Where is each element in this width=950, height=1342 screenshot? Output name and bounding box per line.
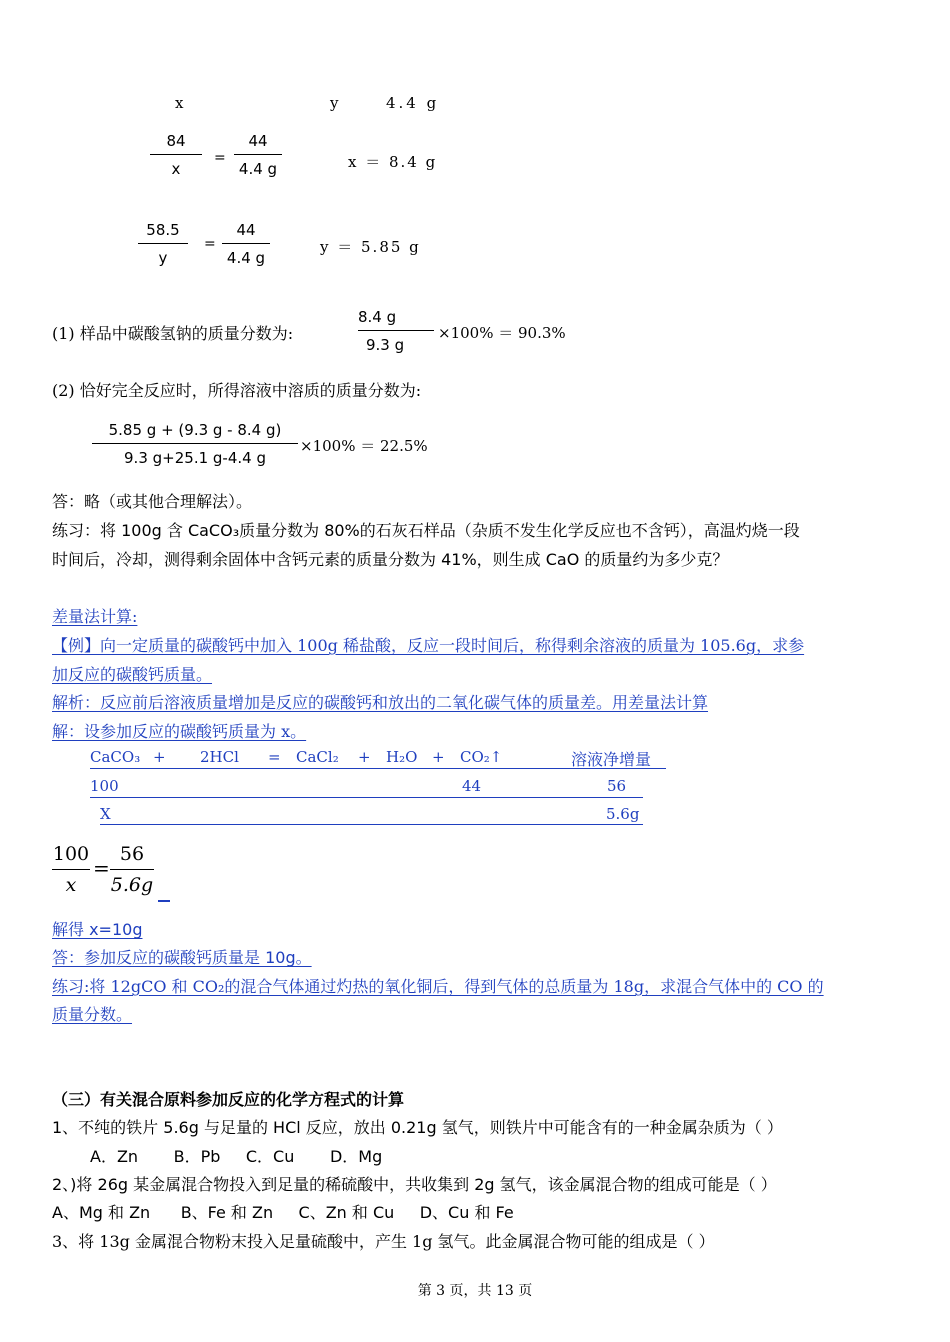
diff-example-line1: 【例】向一定质量的碳酸钙中加入 100g 稀盐酸，反应一段时间后，称得剩余溶液的质量为 105.6g，求参 bbox=[52, 636, 805, 655]
row1-caco3: 100 bbox=[90, 777, 119, 795]
diff-answer: 答：参加反应的碳酸钙质量是 10g。 bbox=[52, 948, 312, 967]
diff-result: 解得 x=10g bbox=[52, 920, 143, 939]
underline bbox=[100, 824, 643, 825]
fraction-bar bbox=[234, 154, 282, 155]
denominator: x bbox=[65, 874, 77, 896]
practice1-line2: 时间后，冷却，测得剩余固体中含钙元素的质量分数为 41%，则生成 CaO 的质量约为多少克？ bbox=[52, 550, 729, 569]
fraction-bar bbox=[150, 154, 202, 155]
eq-plus-1: + bbox=[153, 748, 166, 766]
underline bbox=[90, 768, 666, 769]
eq-caco3: CaCO₃ bbox=[90, 748, 141, 766]
fraction-100-over-x bbox=[52, 842, 90, 897]
part2-label: (2) 恰好完全反应时，所得溶液中溶质的质量分数为: bbox=[52, 381, 422, 400]
fraction-84-over-x bbox=[150, 130, 202, 180]
equals-sign: = bbox=[204, 236, 216, 252]
row1-net: 56 bbox=[607, 777, 627, 795]
part2-result: ×100% ＝ 22.5% bbox=[300, 437, 428, 455]
diff-solve: 解：设参加反应的碳酸钙质量为 x。 bbox=[52, 722, 307, 741]
question-3: 3、将 13g 金属混合物粉末投入足量硫酸中，产生 1g 氢气。此金属混合物可能的组成是（ ） bbox=[52, 1232, 715, 1251]
denominator: 4.4 g bbox=[226, 249, 266, 267]
equals-sign: = bbox=[214, 150, 226, 166]
fraction-bar bbox=[52, 869, 90, 870]
numerator: 44 bbox=[248, 132, 268, 150]
underline bbox=[90, 797, 643, 798]
part1-label: (1) 样品中碳酸氢钠的质量分数为: bbox=[52, 324, 294, 343]
part1-result: ×100% ＝ 90.3% bbox=[438, 324, 566, 342]
denominator: y bbox=[158, 249, 168, 267]
numerator: 44 bbox=[236, 221, 256, 239]
numerator: 5.85 g + (9.3 g - 8.4 g) bbox=[108, 421, 282, 439]
fraction-bar bbox=[222, 243, 270, 244]
diff-practice-line1: 练习:将 12gCO 和 CO₂的混合气体通过灼热的氧化铜后，得到气体的总质量为 18g，求混合气体中的 CO 的 bbox=[52, 977, 824, 996]
var-y: y bbox=[330, 94, 339, 112]
row2-x: X bbox=[100, 805, 111, 823]
var-mass: 4.4 g bbox=[386, 94, 440, 112]
numerator: 56 bbox=[119, 843, 145, 865]
question-2-options: A、Mg 和 Zn B、Fe 和 Zn C、Zn 和 Cu D、Cu 和 Fe bbox=[52, 1203, 514, 1222]
fraction-part1 bbox=[358, 306, 434, 356]
fraction-part2 bbox=[92, 419, 298, 469]
numerator: 100 bbox=[52, 843, 90, 865]
underline bbox=[158, 900, 170, 902]
eq-co2: CO₂↑ bbox=[460, 748, 503, 766]
row2-net: 5.6g bbox=[606, 805, 640, 823]
diff-analysis: 解析：反应前后溶液质量增加是反应的碳酸钙和放出的二氧化碳气体的质量差。用差量法计算 bbox=[52, 693, 709, 712]
section3-heading: （三）有关混合原料参加反应的化学方程式的计算 bbox=[52, 1090, 405, 1109]
denominator: x bbox=[171, 160, 181, 178]
fraction-44-over-4.4g bbox=[234, 130, 282, 180]
numerator: 58.5 bbox=[146, 221, 180, 239]
denominator: 9.3 g+25.1 g-4.4 g bbox=[124, 449, 266, 467]
fraction-bar bbox=[138, 243, 188, 244]
fraction-bar bbox=[110, 869, 154, 870]
diff-practice-line2: 质量分数。 bbox=[52, 1005, 133, 1024]
eq-hcl: 2HCl bbox=[200, 748, 239, 766]
page-footer: 第 3 页，共 13 页 bbox=[417, 1283, 533, 1299]
numerator: 8.4 g bbox=[358, 308, 397, 326]
question-1-options: A．Zn B．Pb C．Cu D．Mg bbox=[90, 1147, 383, 1166]
answer-line: 答：略（或其他合理解法）。 bbox=[52, 492, 253, 511]
row1-co2: 44 bbox=[462, 777, 482, 795]
fraction-58.5-over-y bbox=[138, 219, 188, 269]
numerator: 84 bbox=[166, 132, 186, 150]
question-1: 1、不纯的铁片 5.6g 与足量的 HCl 反应，放出 0.21g 氢气，则铁片中可能含有的一种金属杂质为（ ） bbox=[52, 1118, 783, 1137]
eq-plus-3: + bbox=[432, 748, 445, 766]
eq-equals: = bbox=[268, 748, 281, 766]
eq-h2o: H₂O bbox=[386, 748, 418, 766]
eq-cacl2: CaCl₂ bbox=[296, 748, 339, 766]
result-x: x ＝ 8.4 g bbox=[348, 153, 438, 171]
denominator: 5.6g bbox=[110, 874, 154, 896]
fraction-44-over-4.4g bbox=[222, 219, 270, 269]
var-x: x bbox=[175, 94, 184, 112]
eq-plus-2: + bbox=[358, 748, 371, 766]
result-y: y ＝ 5.85 g bbox=[320, 238, 421, 256]
question-2: 2、)将 26g 某金属混合物投入到足量的稀硫酸中，共收集到 2g 氢气，该金属混合物的组成可能是（ ） bbox=[52, 1175, 777, 1194]
equals-sign: = bbox=[93, 856, 110, 880]
denominator: 4.4 g bbox=[238, 160, 278, 178]
fraction-56-over-5.6g bbox=[110, 842, 154, 897]
fraction-bar bbox=[92, 443, 298, 444]
diff-example-line2: 加反应的碳酸钙质量。 bbox=[52, 665, 213, 684]
eq-net-increase: 溶液净增量 bbox=[571, 750, 652, 769]
practice1-line1: 练习：将 100g 含 CaCO₃质量分数为 80%的石灰石样品（杂质不发生化学反应也不含钙），高温灼烧一段 bbox=[52, 521, 800, 540]
diff-heading: 差量法计算: bbox=[52, 607, 138, 626]
fraction-bar bbox=[358, 330, 434, 331]
denominator: 9.3 g bbox=[366, 336, 405, 354]
